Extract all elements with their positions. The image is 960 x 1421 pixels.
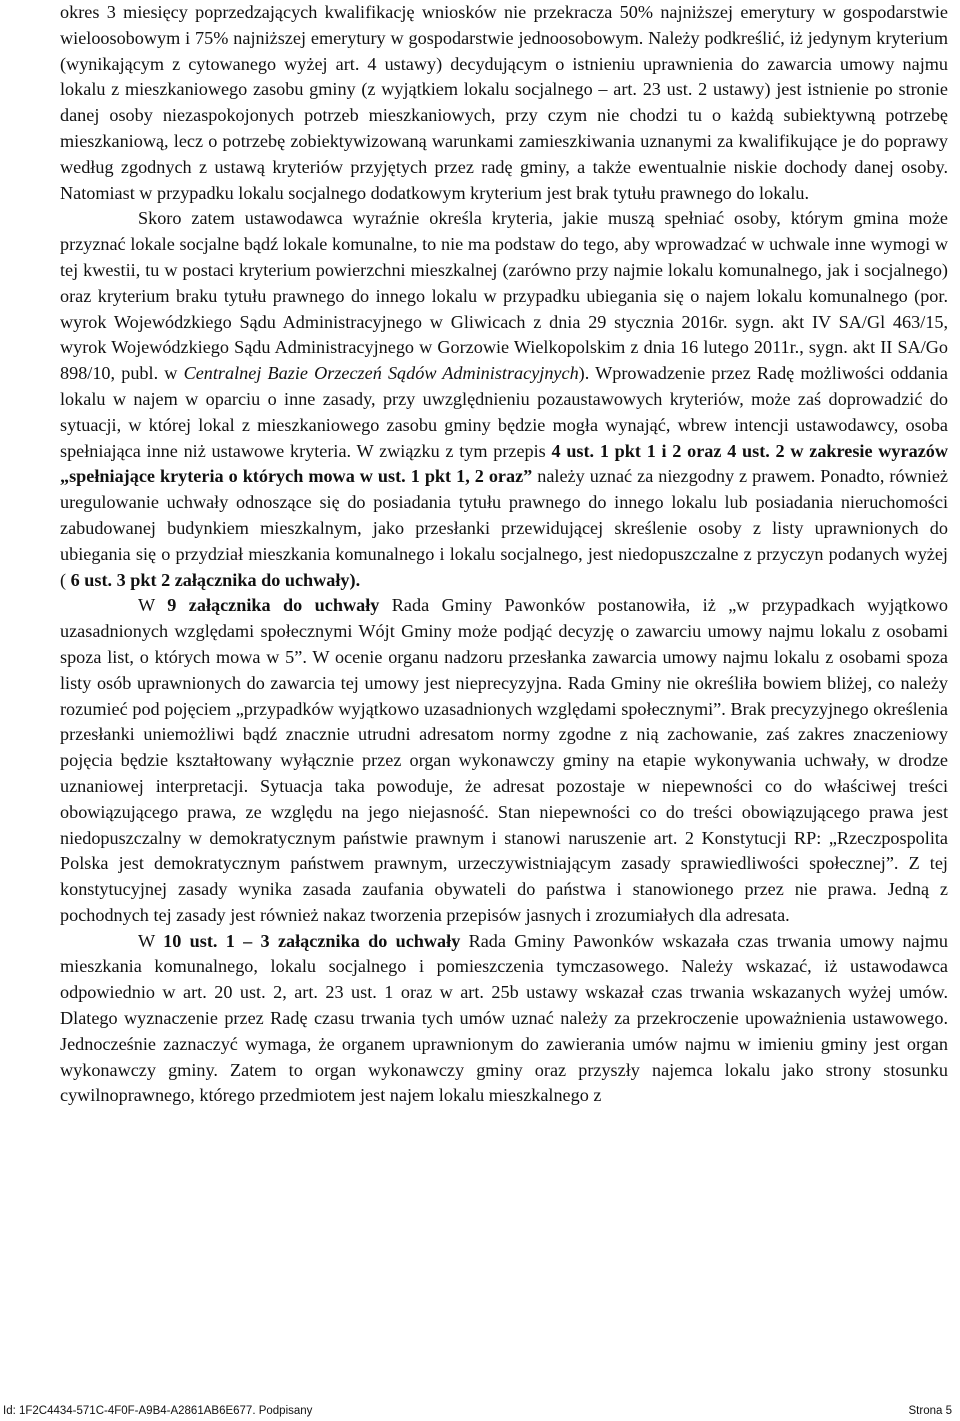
paragraph-2 xyxy=(60,206,948,593)
paragraph-1-text: okres 3 miesięcy poprzedzających kwalifikację wniosków nie przekracza 50% najniższej emerytury w gospodarstwie wieloosobowym i 75% najniższej emerytury w gospodarstwie jednoosobowym. Należy podkreślić, iż jedynym kryterium (wynikającym z cytowanego wyżej art. 4 ustawy) decydującym o istnieniu uprawnienia do zawarcia umowy najmu lokalu z mieszkaniowego zasobu gminy (z wyjątkiem lokalu socjalnego – art. 23 ust. 2 ustawy) jest istnienie po stronie danej osoby niezaspokojonych potrzeb mieszkaniowych, przy czym nie chodzi tu o każdą subiektywną potrzebę mieszkaniową, lecz o potrzebę zobiektywizowaną warunkami zamieszkiwania uznanymi za kwalifikujące je do poprawy według zgodnych z ustawą kryteriów przyjętych przez radę gminy, a także ewentualnie niskie dochody danej osoby. Natomiast w przypadku lokalu socjalnego dodatkowym kryterium jest brak tytułu prawnego do lokalu. xyxy=(60,2,948,203)
paragraph-2-segment-5: należy uznać za niezgodny z prawem. Ponadto, również uregulowanie uchwały odnoszące się do posiadania tytułu prawnego do innego lokalu lub posiadania nieruchomości zabudowanej budynkiem mieszkalnym, jako przesłanki przewidującej skreślenie osoby z listy uprawnionych do ubiegania się o przydział mieszkania komunalnego i lokalu socjalnego, jest niedopuszczalne z przyczyn podanych wyżej ( xyxy=(60,466,948,590)
paragraph-2-bold-provision-1: 4 ust. 1 pkt 1 i 2 oraz 4 ust. 2 w zakresie wyrazów „spełniające kryteria o których mowa w ust. 1 pkt 1, 2 oraz” xyxy=(60,440,948,487)
paragraph-3-bold-provision: 9 załącznika do uchwały xyxy=(167,595,380,616)
paragraph-2-segment-3: ). Wprowadzenie przez Radę możliwości oddania lokalu w najem w oparciu o inne zasady, przy uwzględnieniu pozaustawowych kryteriów, może zaś doprowadzić do sytuacji, w której lokal z mieszkaniowego zasobu gminy będzie mogła wynająć, wbrew intencji ustawodawcy, osoba spełniająca inne niż ustawowe kryteria. W związku z tym przepis xyxy=(60,363,948,461)
paragraph-4-segment-3: Rada Gminy Pawonków wskazała czas trwania umowy najmu mieszkania komunalnego, lokalu socjalnego i pomieszczenia tymczasowego. Należy wskazać, iż ustawodawca odpowiednio w art. 20 ust. 2, art. 23 ust. 1 oraz w art. 25b ustawy wskazał czas trwania wskazanych wyżej umów. Dlatego wyznaczenie przez Radę czasu trwania tych umów uznać należy za przekroczenie upoważnienia ustawowego. Jednocześnie zaznaczyć wymaga, że organem uprawnionym do zawierania umów najmu w imieniu gminy jest organ wykonawczy gminy. Zatem to organ wykonawczy gminy oraz przyszły najemca lokalu jako strony stosunku cywilnoprawnego, którego przedmiotem jest najem lokalu mieszkalnego z xyxy=(60,930,948,1106)
paragraph-4-bold-provision: 10 ust. 1 – 3 załącznika do uchwały xyxy=(163,930,461,951)
document-body xyxy=(60,0,948,1109)
paragraph-3-segment-1: W xyxy=(138,595,168,616)
page-number: Strona 5 xyxy=(908,1405,952,1417)
paragraph-1 xyxy=(60,0,948,206)
paragraph-2-bold-provision-2: 6 ust. 3 pkt 2 załącznika do uchwały). xyxy=(70,569,361,590)
paragraph-4-segment-1: W xyxy=(138,930,164,951)
paragraph-3-segment-3: Rada Gminy Pawonków postanowiła, iż „w przypadkach wyjątkowo uzasadnionych względami społecznymi Wójt Gminy może podjąć decyzję o zawarciu umowy najmu lokalu z osobami spoza list, o których mowa w 5”. W ocenie organu nadzoru przesłanka zawarcia umowy najmu lokalu z osobami spoza listy osób uprawnionych do zawarcia tej umowy jest nieprecyzyjna. Rada Gminy nie określiła bowiem bliżej, co należy rozumieć pod pojęciem „przypadków wyjątkowo uzasadnionych względami społecznymi”. Brak precyzyjnego określenia przesłanki uniemożliwi bądź znacznie utrudni adresatom normy zgodne z nią zachowanie, zaś zakres znaczeniowy pojęcia będzie kształtowany wyłącznie przez organ wykonawczy gminy na etapie wykonywania uchwały, w drodze uznaniowej interpretacji. Sytuacja taka powoduje, że adresat pozostaje w niepewności co do właściwej treści obowiązującego prawa, ze względu na jego niejasność. Stan niepewności co do treści obowiązującego prawa jest niedopuszczalny w demokratycznym państwie prawnym i stanowi naruszenie art. 2 Konstytucji RP: „Rzeczpospolita Polska jest demokratycznym państwem prawnym, urzeczywistniającym zasady sprawiedliwości społecznej”. Z tej konstytucyjnej zasady wynika zasada zaufania obywateli do państwa i stanowionego przez nie prawa. Jedną z pochodnych tej zasady jest również nakaz tworzenia przepisów jasnych i zrozumiałych dla adresata. xyxy=(60,595,948,925)
paragraph-3 xyxy=(60,593,948,928)
paragraph-2-segment-1: Skoro zatem ustawodawca wyraźnie określa kryteria, jakie muszą spełniać osoby, którym gmina może przyznać lokale socjalne bądź lokale komunalne, to nie ma podstaw do tego, aby wprowadzać w uchwale inne wymogi w tej kwestii, tu w postaci kryterium powierzchni mieszkalnej (zarówno przy najmie lokalu komunalnego, jak i socjalnego) oraz kryterium braku tytułu prawnego do innego lokalu w przypadku ubiegania się o najem lokalu komunalnego (por. wyrok Wojewódzkiego Sądu Administracyjnego w Gliwicach z dnia 29 stycznia 2016r. sygn. akt IV SA/Gl 463/15, wyrok Wojewódzkiego Sądu Administracyjnego w Gorzowie Wielkopolskim z dnia 16 lutego 2011r., sygn. akt II SA/Go 898/10, publ. w xyxy=(60,208,948,384)
paragraph-2-italic-citation: Centralnej Bazie Orzeczeń Sądów Administracyjnych xyxy=(183,363,579,384)
paragraph-4 xyxy=(60,929,948,1110)
document-id-signature: Id: 1F2C4434-571C-4F0F-A9B4-A2861AB6E677. Podpisany xyxy=(3,1405,313,1417)
